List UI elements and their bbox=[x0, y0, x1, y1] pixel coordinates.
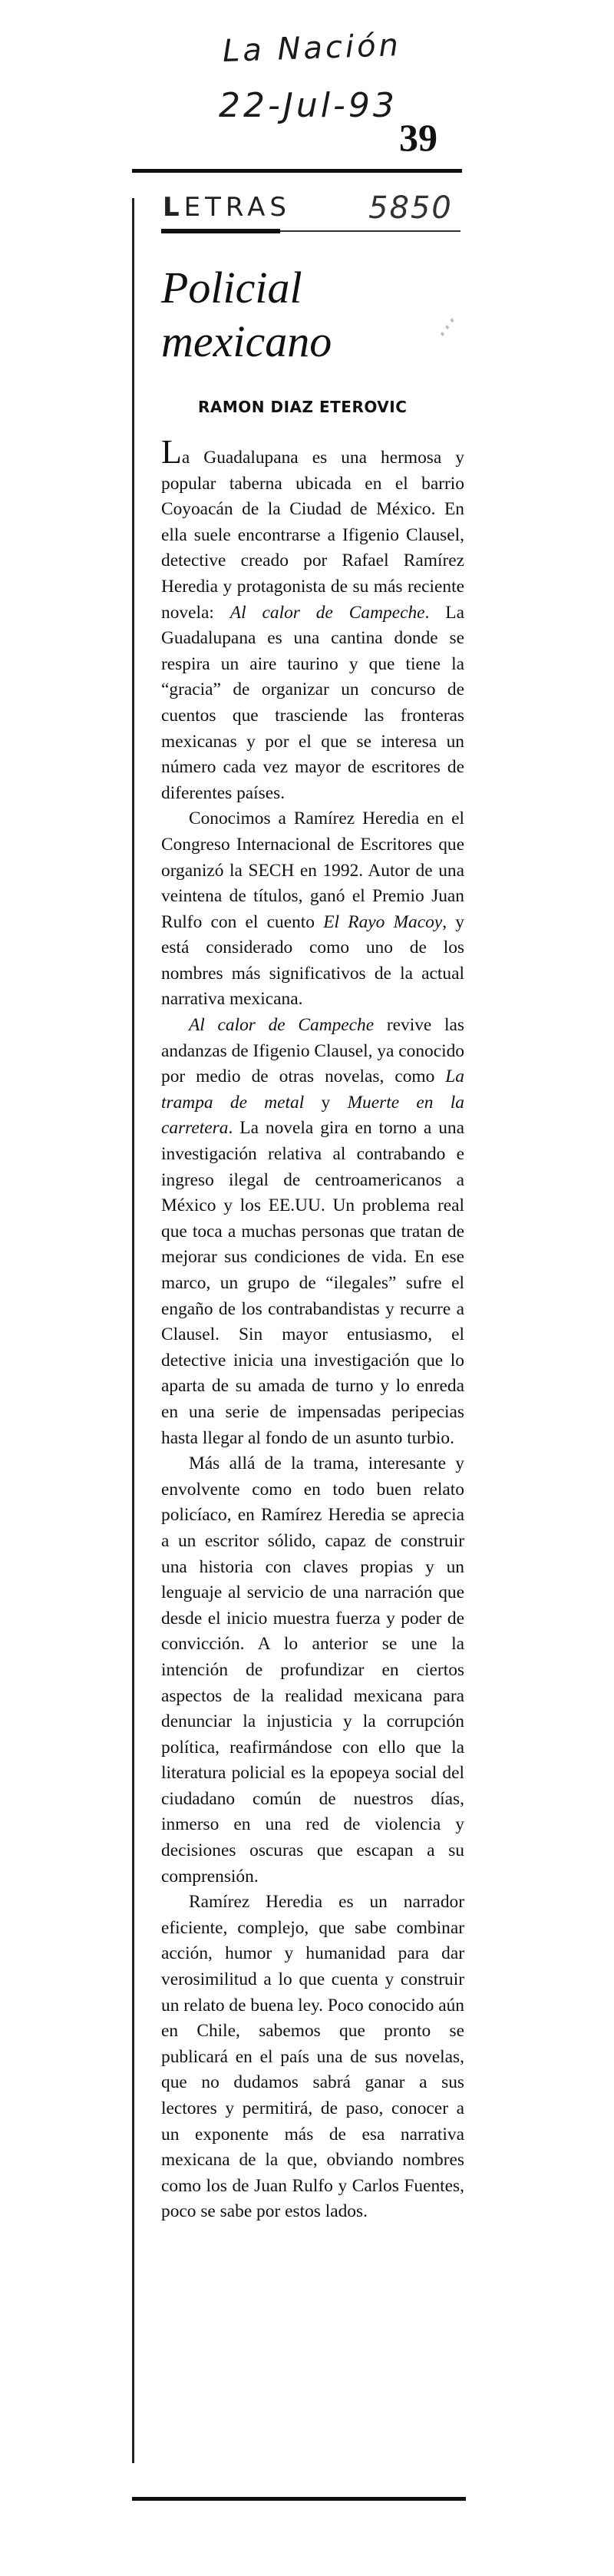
paragraph-text: y bbox=[304, 1092, 348, 1113]
top-rule-divider bbox=[132, 169, 462, 173]
paragraph-text: revive las andanzas de Ifigenio Clausel, ya conocido por medio de otras novelas, como bbox=[161, 1015, 464, 1087]
paragraph-text: Conocimos a Ramírez Heredia en el Congreso Internacional de Escritores que organizó la SECH en 1992. Autor de una veintena de títulos, ganó el Premio Juan Rulfo con el cuento bbox=[161, 809, 464, 932]
handwritten-source-annotation: La Nación bbox=[222, 27, 402, 70]
paragraph-text: , y está considerado como uno de los nombres más significativos de la actual narrativa mexicana. bbox=[161, 911, 464, 1010]
italic-title-text: El Rayo Macoy bbox=[323, 911, 443, 932]
section-header-rest: ETRAS bbox=[183, 192, 292, 223]
italic-title-text: Muerte en la carretera bbox=[161, 1092, 464, 1139]
italic-title-text: La trampa de metal bbox=[161, 1066, 464, 1113]
left-column-rule bbox=[132, 198, 134, 2463]
article-byline: RAMON DIAZ ETEROVIC bbox=[198, 398, 408, 416]
bottom-rule-divider bbox=[132, 2497, 466, 2501]
handwritten-date-annotation: 22-Jul-93 bbox=[219, 86, 398, 125]
section-header-initial: L bbox=[163, 192, 184, 223]
article-title bbox=[161, 261, 332, 369]
article-paragraph bbox=[161, 1013, 464, 1451]
paragraph-text: . La novela gira en torno a una investigación relativa al contrabando e ingreso ilegal de centroamericanos a México y los EE.UU. Un problema real que toca a muchas personas que tratan de mejorar sus condiciones de vida. En ese marco, un grupo de “ilegales” sufre el engaño de los contrabandistas y recurre a Clausel. Sin mayor entusiasmo, el detective inicia una investigación que lo aparta de su amada de turno y lo enreda en una serie de impensadas peripecias hasta llegar al fondo de un asunto turbio. bbox=[161, 1118, 464, 1448]
article-paragraph bbox=[161, 1451, 464, 1890]
section-header bbox=[163, 192, 291, 223]
section-underline-accent bbox=[161, 229, 280, 233]
handwritten-code-annotation: 5850 bbox=[368, 190, 453, 226]
drop-cap: L bbox=[161, 433, 182, 471]
italic-title-text: Al calor de Campeche bbox=[229, 602, 425, 623]
article-body bbox=[161, 433, 464, 2225]
article-paragraph bbox=[161, 1890, 464, 2225]
article-paragraph bbox=[161, 806, 464, 1013]
paragraph-text: . La Guadalupana es una cantina donde se respira un aire taurino y que tiene la “gracia” de organizar un concurso de cuentos que trasciende las fronteras mexicanas y por el que se interesa un número cada vez mayor de escritores de diferentes países. bbox=[161, 602, 464, 803]
page-number: 39 bbox=[399, 116, 437, 159]
article-title-line-1: Policial bbox=[161, 263, 302, 312]
article-title-line-2: mexicano bbox=[161, 316, 332, 366]
paragraph-text: Más allá de la trama, interesante y envolvente como en todo buen relato policíaco, en Ramírez Heredia se aprecia a un escritor sólido, capaz de construir una historia con claves propias y un lenguaje al servicio de una narración que desde el inicio muestra fuerza y poder de convicción. A lo anterior se une la intención de profundizar en ciertos aspectos de la realidad mexicana para denunciar la injusticia y la corrupción política, reafirmándose con ello que la literatura policial es la epopeya social del ciudadano común de nuestros días, inmerso en una red de violencia y decisiones oscuras que escapan a su comprensión. bbox=[161, 1453, 464, 1887]
article-paragraph bbox=[161, 433, 464, 806]
paragraph-text: Ramírez Heredia es un narrador eficiente, complejo, que sabe combinar acción, humor y humanidad para dar verosimilitud a lo que cuenta y construir un relato de buena ley. Poco conocido aún en Chile, sabemos que pronto se publicará en el país una de sus novelas, que no dudamos sabrá ganar a sus lectores y permitirá, de paso, conocer a un exponente más de esa narrativa mexicana de la que, obviando nombres como los de Juan Rulfo y Carlos Fuentes, poco se sabe por estos lados. bbox=[161, 1892, 464, 2222]
handwritten-side-mark: ... bbox=[422, 303, 462, 342]
paragraph-text: a Guadalupana es una hermosa y popular taberna ubicada en el barrio Coyoacán de la Ciudad de México. En ella suele encontrarse a Ifigenio Clausel, detective creado por Rafael Ramírez Heredia y protagonista de su más reciente novela: bbox=[161, 448, 464, 623]
italic-title-text: Al calor de Campeche bbox=[189, 1015, 375, 1036]
